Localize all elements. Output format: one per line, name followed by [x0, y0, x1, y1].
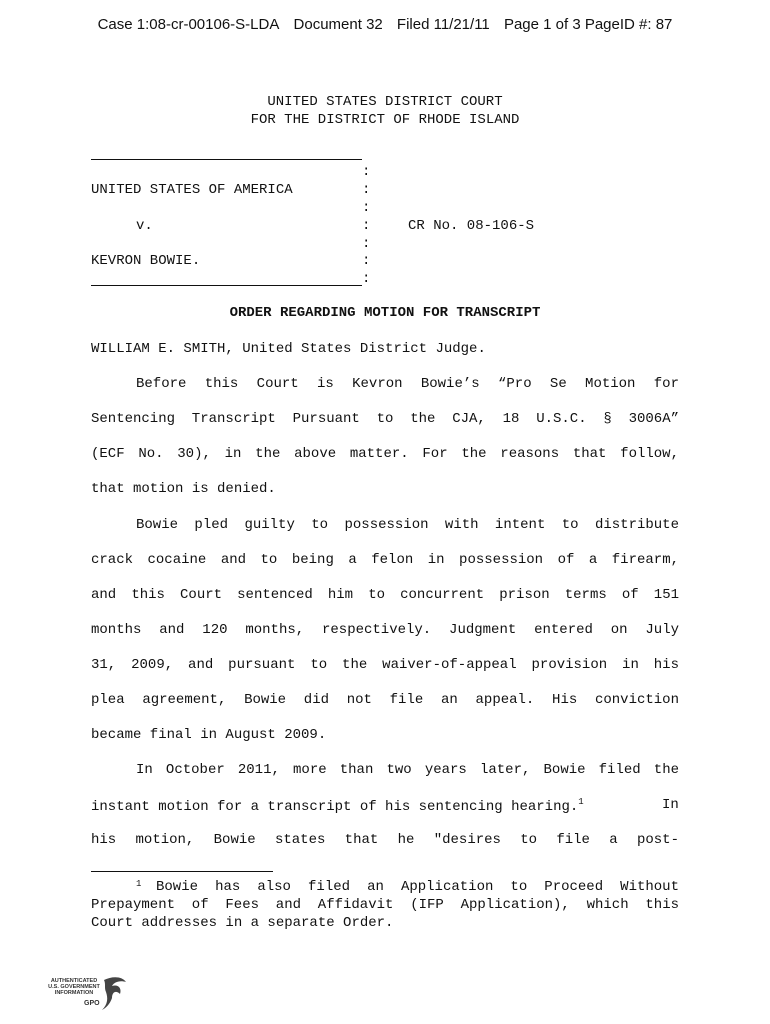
footnote-line: Court addresses in a separate Order. [91, 915, 394, 931]
paragraph-line: plea agreement, Bowie did not file an appeal. His conviction [91, 692, 679, 708]
footnote-number: 1 [136, 879, 142, 889]
paragraph-line: In October 2011, more than two years later, Bowie filed the [136, 762, 679, 778]
caption-colon: : [362, 164, 371, 180]
filed-date: Filed 11/21/11 [396, 16, 490, 33]
eagle-icon [100, 974, 130, 1014]
plaintiff-name: UNITED STATES OF AMERICA [91, 182, 293, 198]
logo-line: U.S. GOVERNMENT [48, 984, 100, 990]
gpo-logo-text [44, 978, 104, 996]
caption-colon: : [362, 236, 371, 252]
paragraph-line [91, 797, 584, 815]
footnote-separator [91, 871, 273, 872]
footnote-line [136, 879, 141, 897]
logo-line: INFORMATION [54, 990, 94, 996]
case-header [0, 16, 770, 33]
order-title: ORDER REGARDING MOTION FOR TRANSCRIPT [229, 305, 541, 321]
paragraph-line: months and 120 months, respectively. Judgment entered on July [91, 622, 679, 638]
paragraph-text: instant motion for a transcript of his sentencing hearing. [91, 799, 579, 815]
footnote-line: Bowie has also filed an Application to Proceed Without [156, 879, 679, 895]
paragraph-line: became final in August 2009. [91, 727, 327, 743]
paragraph-line: that motion is denied. [91, 481, 276, 497]
paragraph-line: Sentencing Transcript Pursuant to the CJA, 18 U.S.C. § 3006A” [91, 411, 679, 427]
cr-number: CR No. 08-106-S [408, 218, 535, 234]
gpo-mark: GPO [84, 1000, 100, 1007]
paragraph-line: Bowie pled guilty to possession with intent to distribute [136, 517, 679, 533]
footnote-reference: 1 [578, 797, 584, 807]
logo-line: AUTHENTICATED [50, 978, 98, 984]
caption-colon: : [362, 218, 371, 234]
footnote-line: Prepayment of Fees and Affidavit (IFP Application), which this [91, 897, 679, 913]
paragraph-line: Before this Court is Kevron Bowie’s “Pro Se Motion for [136, 376, 679, 392]
page-id: Page 1 of 3 PageID #: 87 [503, 16, 673, 33]
court-name-line1: UNITED STATES DISTRICT COURT [267, 94, 503, 110]
caption-colon: : [362, 182, 371, 198]
defendant-name: KEVRON BOWIE. [91, 253, 201, 269]
paragraph-line: crack cocaine and to being a felon in possession of a firearm, [91, 552, 679, 568]
judge-line: WILLIAM E. SMITH, United States District Judge. [91, 341, 486, 357]
paragraph-line: and this Court sentenced him to concurrent prison terms of 151 [91, 587, 679, 603]
caption-top-rule [91, 159, 362, 160]
paragraph-line: (ECF No. 30), in the above matter. For the reasons that follow, [91, 446, 679, 462]
paragraph-line: 31, 2009, and pursuant to the waiver-of-appeal provision in his [91, 657, 679, 673]
caption-colon: : [362, 200, 371, 216]
court-name-line2: FOR THE DISTRICT OF RHODE ISLAND [250, 112, 520, 128]
document-number: Document 32 [293, 16, 383, 33]
caption-bottom-rule [91, 285, 362, 286]
caption-colon: : [362, 253, 371, 269]
versus-label: v. [136, 218, 153, 234]
paragraph-line: his motion, Bowie states that he "desires to file a post- [91, 832, 679, 848]
caption-colon: : [362, 271, 371, 287]
paragraph-text: In [662, 797, 679, 813]
case-number-header: Case 1:08-cr-00106-S-LDA [97, 16, 280, 33]
